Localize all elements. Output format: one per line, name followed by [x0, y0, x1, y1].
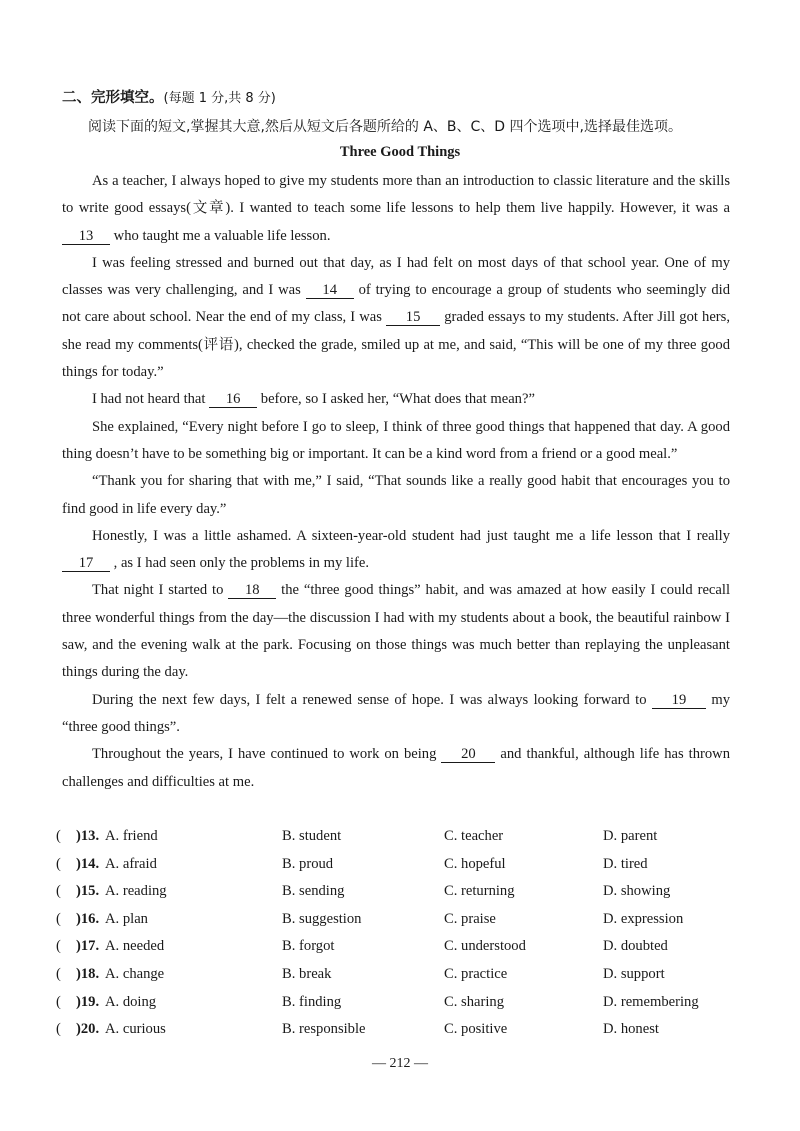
answer-paren: ( — [56, 883, 61, 900]
paragraph-text: before, so I asked her, “What does that mean?” — [260, 391, 535, 408]
option-c: C. positive — [444, 1021, 508, 1038]
paragraph-6 — [62, 523, 730, 578]
question-row-20 — [56, 1021, 746, 1049]
paragraph-text: I was feeling stressed and burned out that day, as I had felt on most days of that school year. One of my classes was very challenging, and I was — [62, 254, 730, 299]
paragraph-text: who taught me a valuable life lesson. — [113, 227, 331, 244]
answer-paren: ( — [56, 855, 61, 872]
blank-18: 18 — [228, 582, 276, 599]
blank-20: 20 — [441, 746, 495, 763]
paragraph-text: That night I started to — [92, 582, 224, 599]
section-score-note: (每题 1 分,共 8 分) — [163, 91, 276, 106]
blank-17: 17 — [62, 555, 110, 572]
paragraph-7 — [62, 577, 730, 686]
option-c: C. practice — [444, 965, 508, 982]
option-a: A. doing — [105, 993, 157, 1010]
answer-paren: ( — [56, 993, 61, 1010]
question-number: )16. — [76, 910, 100, 927]
passage-title: Three Good Things — [339, 144, 461, 160]
paragraph-4: She explained, “Every night before I go to sleep, I think of three good things that happened that day. A good thing doesn’t have to be something big or important. It can be a kind word from a friend or a good meal.” — [62, 418, 730, 462]
blank-16: 16 — [209, 391, 257, 408]
question-number: )19. — [76, 993, 100, 1010]
option-a: A. friend — [105, 828, 158, 844]
option-d: D. doubted — [603, 938, 668, 955]
option-a: A. afraid — [105, 855, 157, 872]
question-number: )20. — [76, 1021, 100, 1038]
paragraph-text: During the next few days, I felt a renewed sense of hope. I was always looking forward to — [92, 691, 647, 708]
paragraph-1 — [62, 168, 730, 250]
question-row-14 — [56, 856, 746, 884]
question-row-17 — [56, 938, 746, 966]
option-d: D. expression — [603, 910, 684, 927]
question-number: )15. — [76, 883, 100, 900]
option-c: C. understood — [444, 938, 526, 955]
paragraph-text: the “three good things” habit, and was amazed at how easily I could recall three wonderful things from the day—the discussion I had with my students about a book, the beautiful rainbow I saw, and the evening walk at the park. Focusing on those things was much better than replaying the unpleasant things during the day. — [62, 582, 730, 681]
option-b: B. forgot — [282, 938, 335, 955]
paragraph-text: my “three good things”. — [62, 691, 730, 735]
blank-13: 13 — [62, 228, 110, 245]
option-a: A. plan — [105, 910, 148, 927]
paragraph-text: , as I had seen only the problems in my life. — [113, 555, 369, 572]
blank-14: 14 — [306, 282, 354, 299]
answer-paren: ( — [56, 965, 61, 982]
option-b: B. break — [282, 965, 332, 982]
paragraph-text: Throughout the years, I have continued to work on being — [92, 746, 437, 763]
option-b: B. finding — [282, 993, 342, 1010]
question-number: )17. — [76, 938, 100, 955]
question-row-18 — [56, 966, 746, 994]
option-c: C. praise — [444, 910, 496, 927]
option-d: D. remembering — [603, 993, 699, 1010]
section-heading — [62, 86, 276, 107]
paragraph-8 — [62, 687, 730, 742]
option-a: A. change — [105, 965, 165, 982]
option-d: D. tired — [603, 855, 648, 872]
question-number: )14. — [76, 855, 100, 872]
option-c: C. sharing — [444, 993, 504, 1010]
option-c: C. returning — [444, 883, 515, 900]
option-c: C. teacher — [444, 828, 504, 844]
answer-paren: ( — [56, 1021, 61, 1038]
page-number: — 212 — — [372, 1056, 428, 1071]
paragraph-text: I had not heard that — [92, 391, 206, 408]
paragraph-3 — [62, 386, 730, 413]
option-a: A. curious — [105, 1021, 166, 1038]
instruction-text: 阅读下面的短文,掌握其大意,然后从短文后各题所给的 A、B、C、D 四个选项中,选择最佳选项。 — [88, 119, 682, 135]
question-number: )18. — [76, 965, 100, 982]
paragraph-text: Honestly, I was a little ashamed. A sixteen-year-old student had just taught me a life lesson that I really — [92, 527, 730, 544]
option-d: D. showing — [603, 883, 671, 900]
option-d: D. support — [603, 965, 665, 982]
option-b: B. sending — [282, 883, 345, 900]
section-title: 二、完形填空。 — [62, 90, 164, 106]
paragraph-text: and thankful, although life has thrown challenges and difficulties at me. — [62, 746, 730, 790]
option-b: B. student — [282, 828, 342, 844]
question-row-13 — [56, 828, 746, 856]
blank-15: 15 — [386, 309, 440, 326]
passage — [62, 168, 730, 796]
question-row-16 — [56, 911, 746, 939]
answer-paren: ( — [56, 828, 61, 844]
option-a: A. reading — [105, 883, 167, 900]
blank-19: 19 — [652, 692, 706, 709]
paragraph-9 — [62, 741, 730, 796]
option-d: D. parent — [603, 828, 658, 844]
question-options — [56, 828, 746, 1049]
option-b: B. suggestion — [282, 910, 362, 927]
paragraph-2 — [62, 250, 730, 386]
option-d: D. honest — [603, 1021, 659, 1038]
question-number: )13. — [76, 828, 100, 844]
paragraph-text: As a teacher, I always hoped to give my students more than an introduction to classic literature and the skills to write good essays(文章). I wanted to teach some life lessons to help them live happily. However, it was a — [62, 173, 730, 217]
question-row-19 — [56, 994, 746, 1022]
answer-paren: ( — [56, 910, 61, 927]
option-b: B. responsible — [282, 1021, 366, 1038]
paragraph-5: “Thank you for sharing that with me,” I said, “That sounds like a really good habit that encourages you to find good in life every day.” — [62, 473, 730, 517]
paragraph-text: of trying to encourage a group of students who seemingly did not care about school. Near the end of my class, I was — [62, 282, 730, 326]
answer-paren: ( — [56, 938, 61, 955]
option-c: C. hopeful — [444, 855, 506, 872]
question-row-15 — [56, 883, 746, 911]
option-a: A. needed — [105, 938, 165, 955]
option-b: B. proud — [282, 855, 334, 872]
paragraph-text: graded essays to my students. After Jill got hers, she read my comments(评语), checked the grade, smiled up at me, and said, “This will be one of my three good things for today.” — [62, 309, 730, 381]
